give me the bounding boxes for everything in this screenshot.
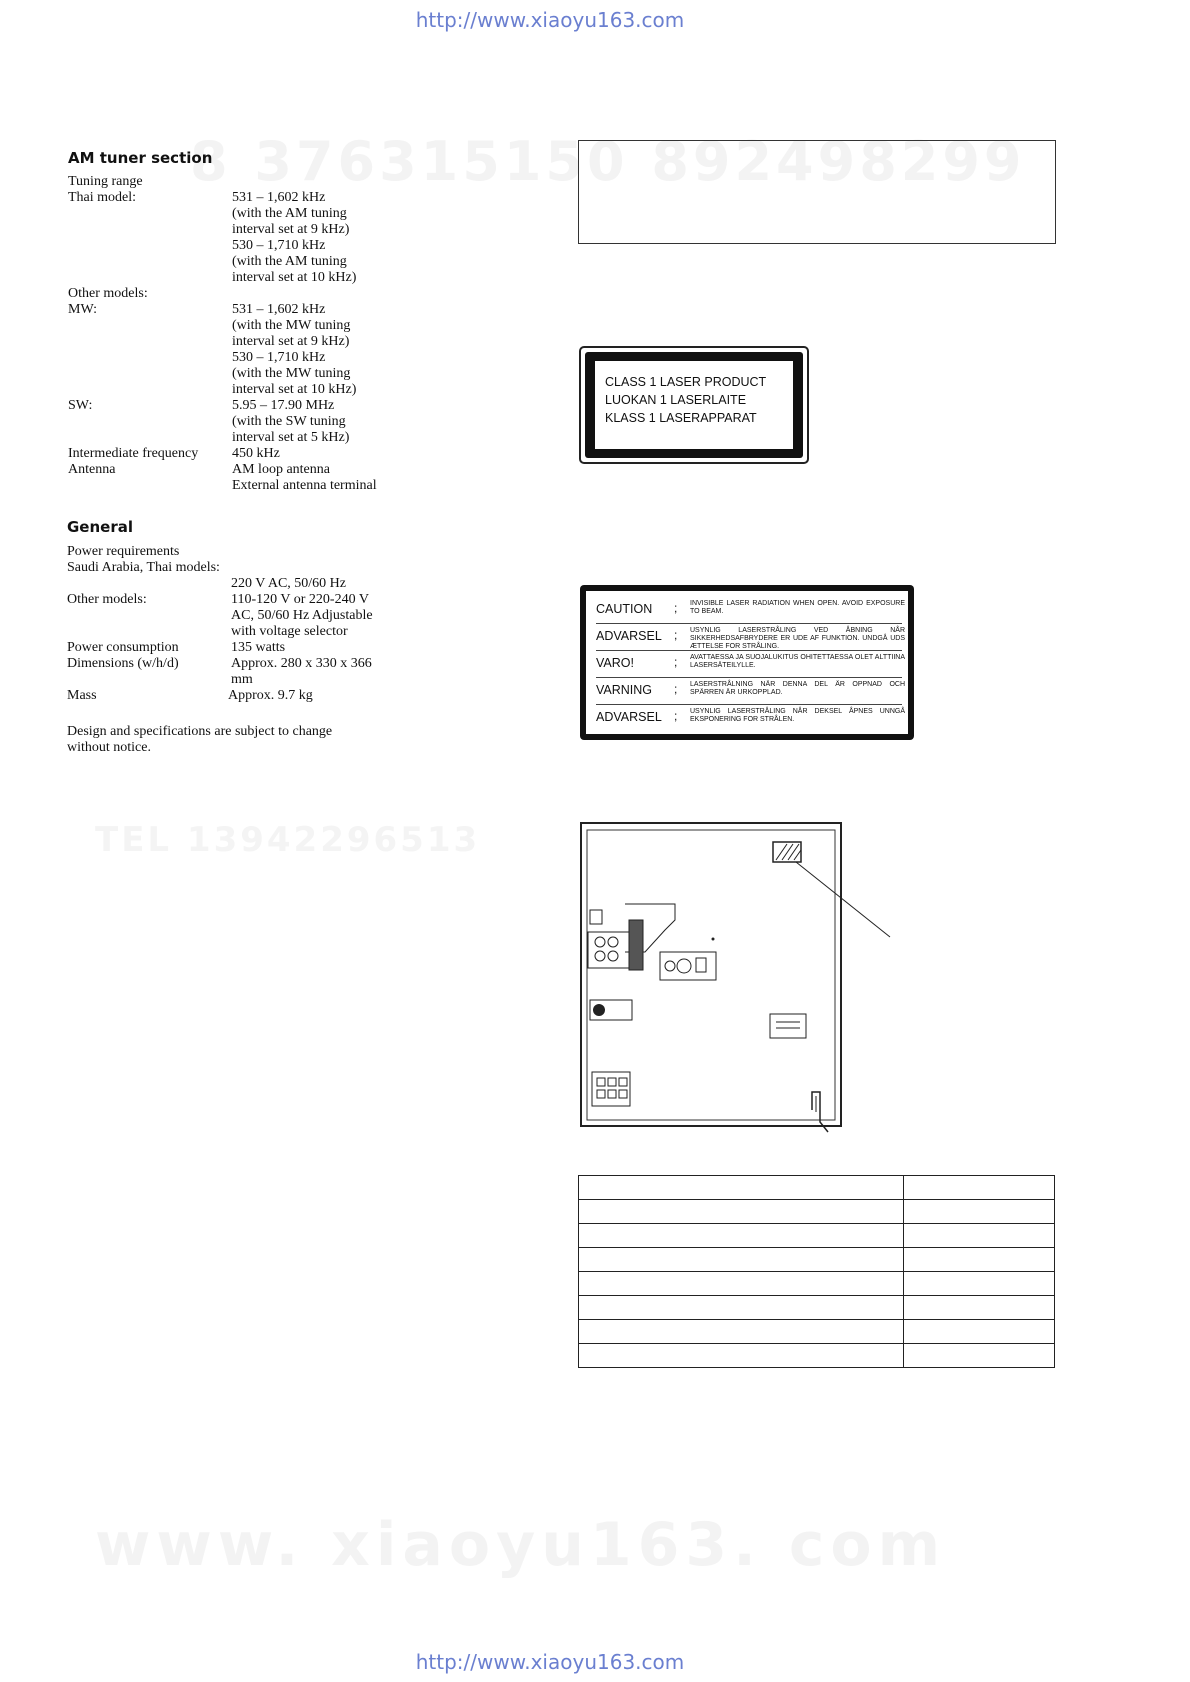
table-cell: [579, 1344, 904, 1368]
mw-value-3: 530 – 1,710 kHz: [232, 350, 326, 365]
sw-value-1: (with the SW tuning: [232, 414, 346, 429]
small-port: [590, 910, 602, 924]
mass-value: Approx. 9.7 kg: [228, 688, 313, 703]
thai-value-5: interval set at 10 kHz): [232, 270, 357, 285]
table-cell: [579, 1320, 904, 1344]
sw-value-2: interval set at 5 kHz): [232, 430, 350, 445]
label-leader-line: [796, 862, 890, 937]
advarsel-dk-row: [596, 624, 905, 651]
watermark-numbers: 8 376315150 892498299: [190, 130, 1026, 193]
table-row: [579, 1224, 1055, 1248]
selector-switch-label: [629, 920, 643, 970]
varo-row: [596, 651, 905, 678]
table-row: [579, 1272, 1055, 1296]
table-row: [579, 1296, 1055, 1320]
varning-row: [596, 678, 905, 705]
thai-value-2: interval set at 9 kHz): [232, 222, 350, 237]
varning-semicolon: ;: [674, 682, 678, 696]
saudi-thai-value: 220 V AC, 50/60 Hz: [231, 576, 346, 591]
footer-url[interactable]: http://www.xiaoyu163.com: [415, 1650, 685, 1674]
advarsel-dk-word: ADVARSEL: [596, 629, 662, 643]
other-models-label: Other models:: [68, 286, 148, 301]
class1-laser-label: [579, 346, 809, 464]
thai-value-4: (with the AM tuning: [232, 254, 347, 269]
varo-word: VARO!: [596, 656, 634, 670]
thai-value-0: 531 – 1,602 kHz: [232, 190, 326, 205]
caution-laser-label: [580, 585, 914, 740]
table-cell: [904, 1248, 1055, 1272]
table-row: [579, 1248, 1055, 1272]
thai-value-1: (with the AM tuning: [232, 206, 347, 221]
mass-label: Mass: [67, 688, 97, 703]
mw-value-1: (with the MW tuning: [232, 318, 351, 333]
voltage-selector: [770, 1014, 806, 1038]
varo-semicolon: ;: [674, 655, 678, 669]
antenna-label: Antenna: [68, 462, 116, 477]
dimensions-value-0: Approx. 280 x 330 x 366: [231, 656, 372, 671]
watermark-bottom: www. xiaoyu163. com: [95, 1510, 947, 1580]
other-models-power-label: Other models:: [67, 592, 147, 607]
cabinet-outline: [581, 823, 841, 1126]
advarsel-no-word: ADVARSEL: [596, 710, 662, 724]
advarsel-no-text: USYNLIG LASERSTRÅLING NÅR DEKSEL ÅPNES UNNGÅ EKSPONERING FOR STRÅLEN.: [690, 708, 905, 723]
table-cell: [579, 1224, 904, 1248]
laser-label-panel: [595, 361, 793, 449]
antenna-value-0: AM loop antenna: [232, 462, 330, 477]
saudi-thai-label: Saudi Arabia, Thai models:: [67, 560, 220, 575]
notice-line-0: Design and specifications are subject to change: [67, 724, 333, 739]
power-requirements-label: Power requirements: [67, 544, 180, 559]
if-value: 450 kHz: [232, 446, 280, 461]
caution-label-panel: [586, 591, 908, 734]
connector-block: [592, 1072, 630, 1106]
power-consumption-label: Power consumption: [67, 640, 179, 655]
power-consumption-value: 135 watts: [231, 640, 286, 655]
table-row: [579, 1176, 1055, 1200]
advarsel-no-semicolon: ;: [674, 709, 678, 723]
table-cell: [579, 1248, 904, 1272]
table-row: [579, 1320, 1055, 1344]
mw-value-0: 531 – 1,602 kHz: [232, 302, 326, 317]
table-cell: [904, 1176, 1055, 1200]
advarsel-dk-text: USYNLIG LASERSTRÅLING VED ÅBNING NÅR SIKKERHEDSAFBRYDERE ER UDE AF FUNKTION. UNDGÅ UDS ÆTTELSE FOR STRÅLING.: [690, 627, 905, 650]
antenna-terminal-block: [660, 952, 716, 980]
blank-table: [578, 1175, 1055, 1368]
watermark-tel: TEL 13942296513: [95, 820, 481, 860]
other-power-value-1: AC, 50/60 Hz Adjustable: [231, 608, 373, 623]
table-cell: [579, 1272, 904, 1296]
mw-value-4: (with the MW tuning: [232, 366, 351, 381]
notice-line-1: without notice.: [67, 740, 151, 755]
table-cell: [904, 1296, 1055, 1320]
if-label: Intermediate frequency: [68, 446, 199, 461]
caution-row: [596, 597, 905, 624]
dimensions-value-1: mm: [231, 672, 253, 687]
advarsel-no-row: [596, 705, 905, 731]
caution-word: CAUTION: [596, 602, 653, 616]
table-cell: [904, 1344, 1055, 1368]
tuning-range-label: Tuning range: [68, 174, 143, 189]
table-cell: [579, 1176, 904, 1200]
header-url[interactable]: http://www.xiaoyu163.com: [415, 8, 685, 32]
table-cell: [904, 1320, 1055, 1344]
cabinet-inner-outline: [587, 830, 835, 1120]
sw-value-0: 5.95 – 17.90 MHz: [232, 398, 335, 413]
table-row: [579, 1344, 1055, 1368]
varning-word: VARNING: [596, 683, 653, 697]
other-power-value-0: 110-120 V or 220-240 V: [231, 592, 369, 607]
am-tuner-heading: AM tuner section: [68, 149, 213, 167]
varning-text: LASERSTRÅLNING NÄR DENNA DEL ÄR OPPNAD OCH SPÄRREN ÄR URKOPPLAD.: [690, 681, 905, 696]
laser-label-line-0: CLASS 1 LASER PRODUCT: [605, 375, 767, 389]
table-cell: [904, 1272, 1055, 1296]
table-cell: [904, 1224, 1055, 1248]
table-cell: [579, 1296, 904, 1320]
varo-text: AVATTAESSA JA SUOJALUKITUS OHITETTAESSA OLET ALTTIINA LASERSÄTEILYLLE.: [690, 654, 905, 669]
table-cell: [904, 1200, 1055, 1224]
antenna-value-1: External antenna terminal: [232, 478, 377, 493]
mw-value-2: interval set at 9 kHz): [232, 334, 350, 349]
rear-panel-diagram: [580, 822, 900, 1144]
caution-text: INVISIBLE LASER RADIATION WHEN OPEN. AVOID EXPOSURE TO BEAM.: [690, 600, 905, 615]
sw-label: SW:: [68, 398, 93, 413]
laser-label-line-2: KLASS 1 LASERAPPARAT: [605, 411, 757, 425]
empty-frame-box: [578, 140, 1056, 244]
laser-label-line-1: LUOKAN 1 LASERLAITE: [605, 393, 747, 407]
general-heading: General: [67, 518, 133, 536]
advarsel-dk-semicolon: ;: [674, 628, 678, 642]
table-cell: [579, 1200, 904, 1224]
thai-value-3: 530 – 1,710 kHz: [232, 238, 326, 253]
other-power-value-2: with voltage selector: [231, 624, 348, 639]
caution-semicolon: ;: [674, 601, 678, 615]
dimensions-label: Dimensions (w/h/d): [67, 656, 179, 671]
mw-value-5: interval set at 10 kHz): [232, 382, 357, 397]
laser-label-border: [585, 352, 803, 458]
mw-label: MW:: [68, 302, 98, 317]
thai-model-label: Thai model:: [68, 190, 137, 205]
table-row: [579, 1200, 1055, 1224]
